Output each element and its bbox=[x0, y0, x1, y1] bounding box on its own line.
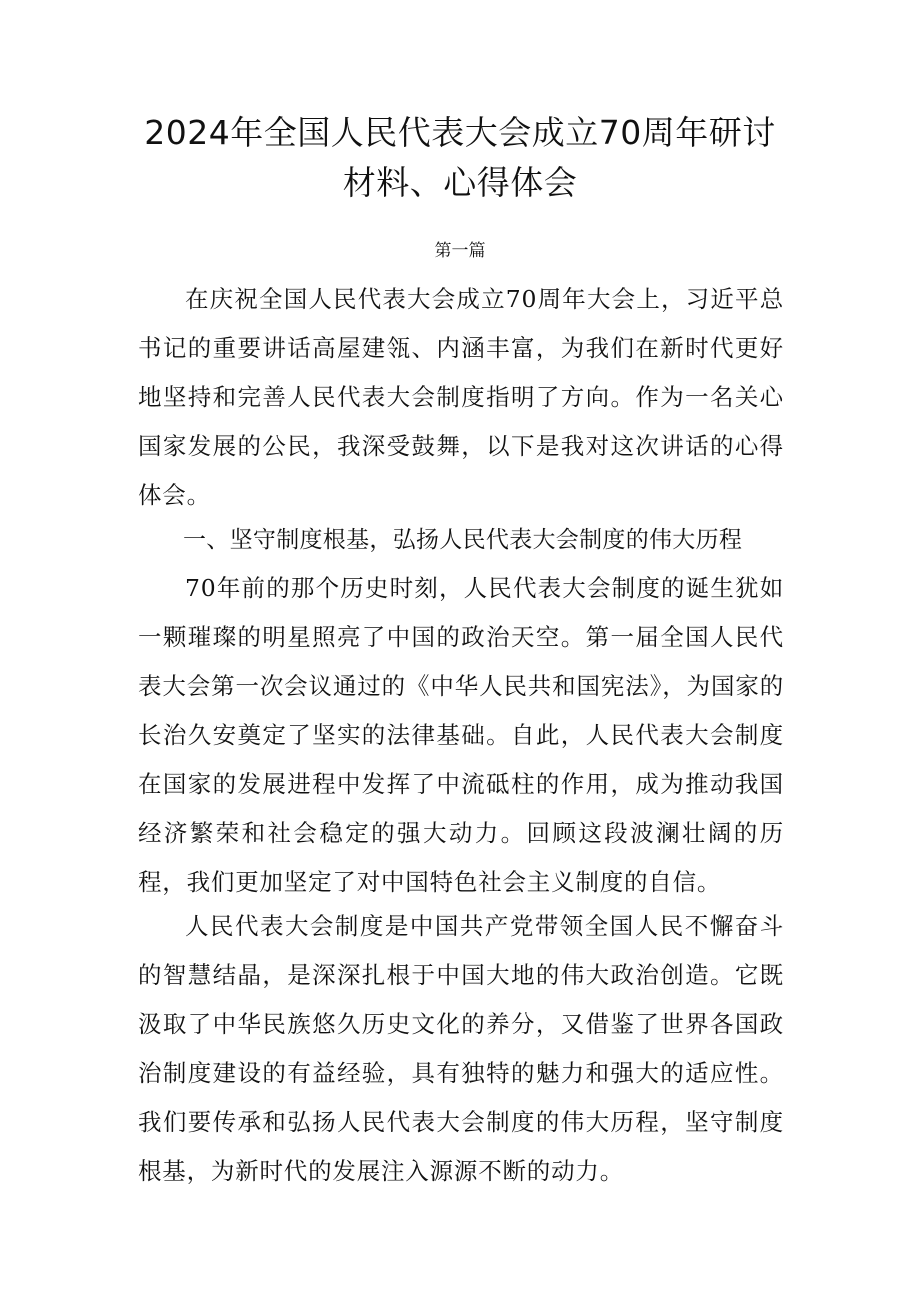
document-title bbox=[100, 108, 820, 208]
paragraph-history: 70年前的那个历史时刻，人民代表大会制度的诞生犹如一颗璀璨的明星照亮了中国的政治天空。第一届全国人民代表大会第一次会议通过的《中华人民共和国宪法》，为国家的长治久安奠定了坚实的法律基础。自此，人民代表大会制度在国家的发展进程中发挥了中流砥柱的作用，成为推动我国经济繁荣和社会稳定的强大动力。回顾这段波澜壮阔的历程，我们更加坚定了对中国特色社会主义制度的自信。 bbox=[138, 574, 784, 896]
document-title-line-2: 材料、心得体会 bbox=[342, 163, 578, 202]
chapter-label: 第一篇 bbox=[434, 241, 486, 261]
paragraph-wisdom: 人民代表大会制度是中国共产党带领全国人民不懈奋斗的智慧结晶，是深深扎根于中国大地的伟大政治创造。它既汲取了中华民族悠久历史文化的养分，又借鉴了世界各国政治制度建设的有益经验，具有独特的魅力和强大的适应性。我们要传承和弘扬人民代表大会制度的伟大历程，坚守制度根基，为新时代的发展注入源源不断的动力。 bbox=[138, 912, 784, 1185]
paragraph-intro: 在庆祝全国人民代表大会成立70周年大会上，习近平总书记的重要讲话高屋建瓴、内涵丰富，为我们在新时代更好地坚持和完善人民代表大会制度指明了方向。作为一名关心国家发展的公民，我深受鼓舞，以下是我对这次讲话的心得体会。 bbox=[138, 285, 784, 509]
section-heading: 一、坚守制度根基，弘扬人民代表大会制度的伟大历程 bbox=[183, 527, 743, 553]
document-title-line-1: 2024年全国人民代表大会成立70周年研讨 bbox=[144, 113, 776, 152]
